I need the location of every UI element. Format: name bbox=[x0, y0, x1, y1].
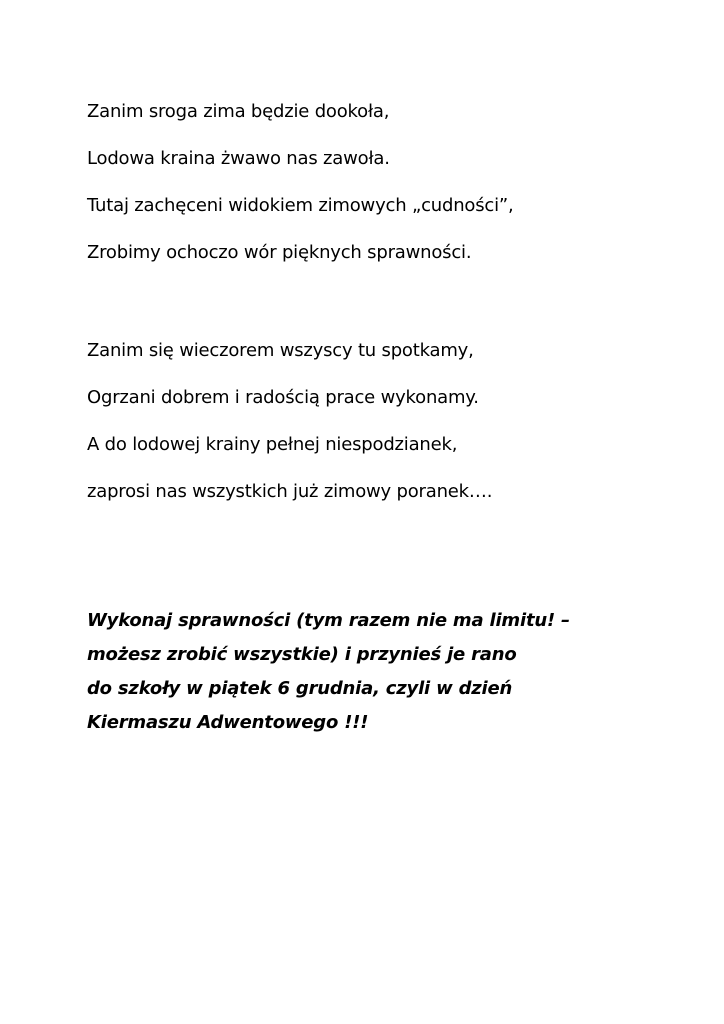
poem-line: A do lodowej krainy pełnej niespodzianek, bbox=[87, 434, 458, 455]
instruction-line: do szkoły w piątek 6 grudnia, czyli w dzień bbox=[87, 678, 513, 699]
instruction-line: Wykonaj sprawności (tym razem nie ma limitu! – bbox=[87, 610, 570, 631]
instruction-line: Kiermaszu Adwentowego !!! bbox=[87, 712, 369, 733]
poem-line: Zanim się wieczorem wszyscy tu spotkamy, bbox=[87, 340, 474, 361]
poem-line: zaprosi nas wszystkich już zimowy poranek…. bbox=[87, 481, 493, 502]
instruction-paragraph bbox=[87, 604, 687, 740]
poem-line: Tutaj zachęceni widokiem zimowych „cudności”, bbox=[87, 195, 514, 216]
poem-stanza-1 bbox=[87, 88, 687, 276]
poem-line: Zrobimy ochoczo wór pięknych sprawności. bbox=[87, 242, 472, 263]
poem-line: Zanim sroga zima będzie dookoła, bbox=[87, 101, 390, 122]
poem-line: Lodowa kraina żwawo nas zawoła. bbox=[87, 148, 390, 169]
instruction-line: możesz zrobić wszystkie) i przynieś je rano bbox=[87, 644, 517, 665]
poem-line: Ogrzani dobrem i radością prace wykonamy. bbox=[87, 387, 479, 408]
poem-stanza-2 bbox=[87, 327, 687, 515]
